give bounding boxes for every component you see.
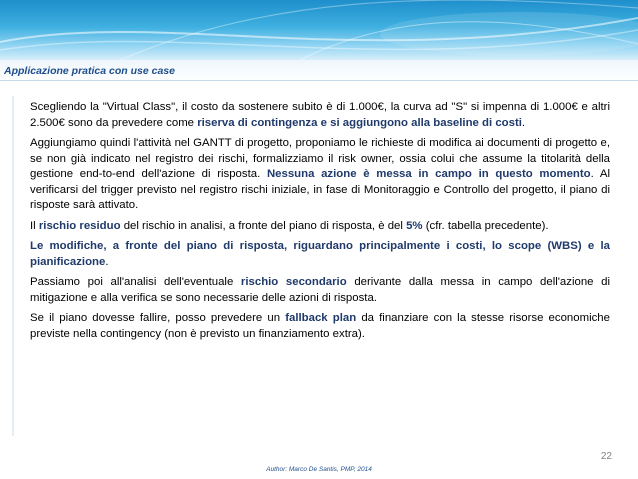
- text-run: .: [521, 116, 526, 129]
- bold-text: rischio secondario: [240, 276, 347, 288]
- text-run: Il: [30, 219, 39, 232]
- text-run: Se il piano dovesse fallire, posso prevedere un: [30, 312, 286, 324]
- text-run: da finanziare con la stesse risorse economiche previste nella contingency (non è previsto un finanziamento extra).: [30, 312, 610, 340]
- bold-text: riserva di contingenza e si aggiungono alla baseline di costi: [197, 116, 522, 129]
- page-number: 22: [600, 451, 612, 462]
- header-banner: [0, 0, 638, 60]
- text-run: (cfr. tabella precedente).: [422, 219, 549, 232]
- body-paragraph: [30, 239, 610, 270]
- text-run: Passiamo poi all'analisi dell'eventuale: [30, 276, 241, 288]
- banner-swoosh-graphic: [0, 0, 638, 60]
- bold-text: Nessuna azione è messa in campo in questo momento: [266, 168, 591, 180]
- text-run: Scegliendo la "Virtual Class", il costo da sostenere subito è di 1.000€, la curva ad "S" si impenna di 1.000€ e altri 2.500€ sono da prevedere come: [30, 101, 610, 129]
- body-paragraph: [30, 136, 610, 214]
- body-paragraph: [30, 219, 610, 235]
- bold-text: rischio residuo: [38, 219, 121, 232]
- text-run: Aggiungiamo quindi l'attività nel GANTT di progetto, proponiamo le richieste di modifica ai documenti di progetto e, se non già indicato nel registro dei rischi, formalizziamo il risk owner, ossia colui che assume la titolarità della gestione end-to-end dell'azione di risposta.: [30, 137, 610, 180]
- author-credit: Author: Marco De Santis, PMP, 2014: [266, 466, 372, 473]
- slide-body: [30, 100, 610, 347]
- body-paragraph: [30, 275, 610, 306]
- body-paragraph: [30, 311, 610, 342]
- body-paragraph: [30, 100, 610, 131]
- bold-text: fallback plan: [285, 312, 357, 324]
- left-accent-bar: [12, 96, 14, 436]
- text-run: . Al verificarsi del trigger previsto nel registro rischi iniziale, in fase di Monitoraggio e Controllo del progetto, il piano di risposte sarà attivato.: [30, 168, 610, 211]
- bold-text: 5%: [406, 219, 423, 232]
- section-title: Applicazione pratica con use case: [4, 65, 175, 77]
- text-run: derivante dalla messa in campo dell'azione di mitigazione e alla verifica se sono necessarie delle azioni di risposta.: [30, 276, 610, 304]
- text-run: .: [105, 255, 109, 268]
- text-run: del rischio in analisi, a fronte del piano di risposta, è del: [120, 219, 407, 232]
- header-divider: [0, 80, 638, 81]
- bold-text: Le modifiche, a fronte del piano di risposta, riguardano principalmente i costi, lo scope (WBS) e la pianificazione: [30, 240, 610, 268]
